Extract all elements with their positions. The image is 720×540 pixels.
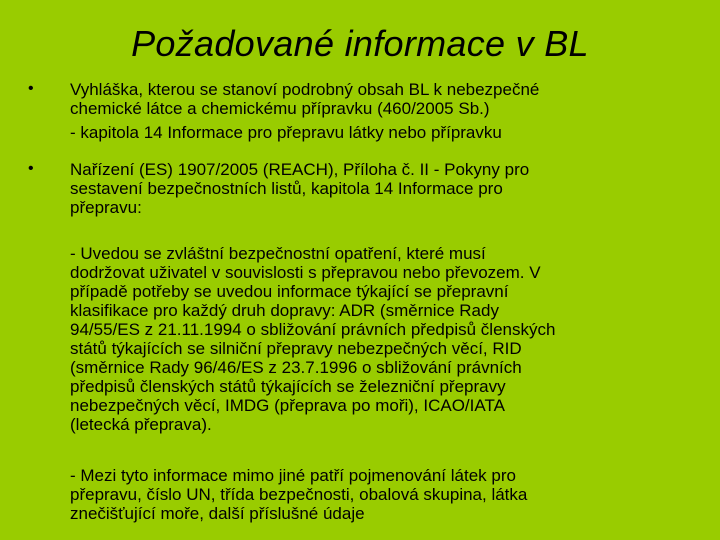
bullet-marker: • [28, 80, 34, 97]
bullet-item-vyhlaska [70, 80, 700, 142]
text-line: - Uvedou se zvláštní bezpečnostní opatření, které musí [70, 244, 486, 263]
text-line: - Mezi tyto informace mimo jiné patří pojmenování látek pro [70, 466, 516, 485]
text-line: sestavení bezpečnostních listů, kapitola 14 Informace pro [70, 179, 503, 198]
text-line: klasifikace pro každý druh dopravy: ADR (směrnice Rady [70, 301, 499, 320]
text-line: 94/55/ES z 21.11.1994 o sbližování právních předpisů členských [70, 320, 556, 339]
text-line: dodržovat uživatel v souvislosti s přepravou nebo převozem. V [70, 263, 541, 282]
text-line: přepravu: [70, 198, 142, 217]
text-line: - kapitola 14 Informace pro přepravu látky nebo přípravku [70, 123, 502, 142]
text-line: přepravu, číslo UN, třída bezpečnosti, obalová skupina, látka [70, 485, 528, 504]
text-line: Nařízení (ES) 1907/2005 (REACH), Příloha č. II - Pokyny pro [70, 160, 530, 179]
bullet-marker: • [28, 160, 34, 177]
text-line: Vyhláška, kterou se stanoví podrobný obsah BL k nebezpečné [70, 80, 540, 99]
text-line: chemické látce a chemickému přípravku (460/2005 Sb.) [70, 99, 490, 118]
paragraph-transport-measures [70, 244, 700, 434]
text-line: nebezpečných věcí, IMDG (přeprava po moři), ICAO/IATA [70, 396, 505, 415]
text-line: (směrnice Rady 96/46/ES z 23.7.1996 o sbližování právních [70, 358, 522, 377]
paragraph-transport-info [70, 466, 700, 523]
slide-title: Požadované informace v BL [131, 23, 589, 64]
text-line: států týkajících se silniční přepravy nebezpečných věcí, RID [70, 339, 522, 358]
text-line: (letecká přeprava). [70, 415, 212, 434]
bullet-item-reach [70, 160, 700, 217]
text-line: znečišťující moře, další příslušné údaje [70, 504, 365, 523]
text-line: předpisů členských států týkajících se železniční přepravy [70, 377, 506, 396]
text-line: případě potřeby se uvedou informace týkající se přepravní [70, 282, 509, 301]
